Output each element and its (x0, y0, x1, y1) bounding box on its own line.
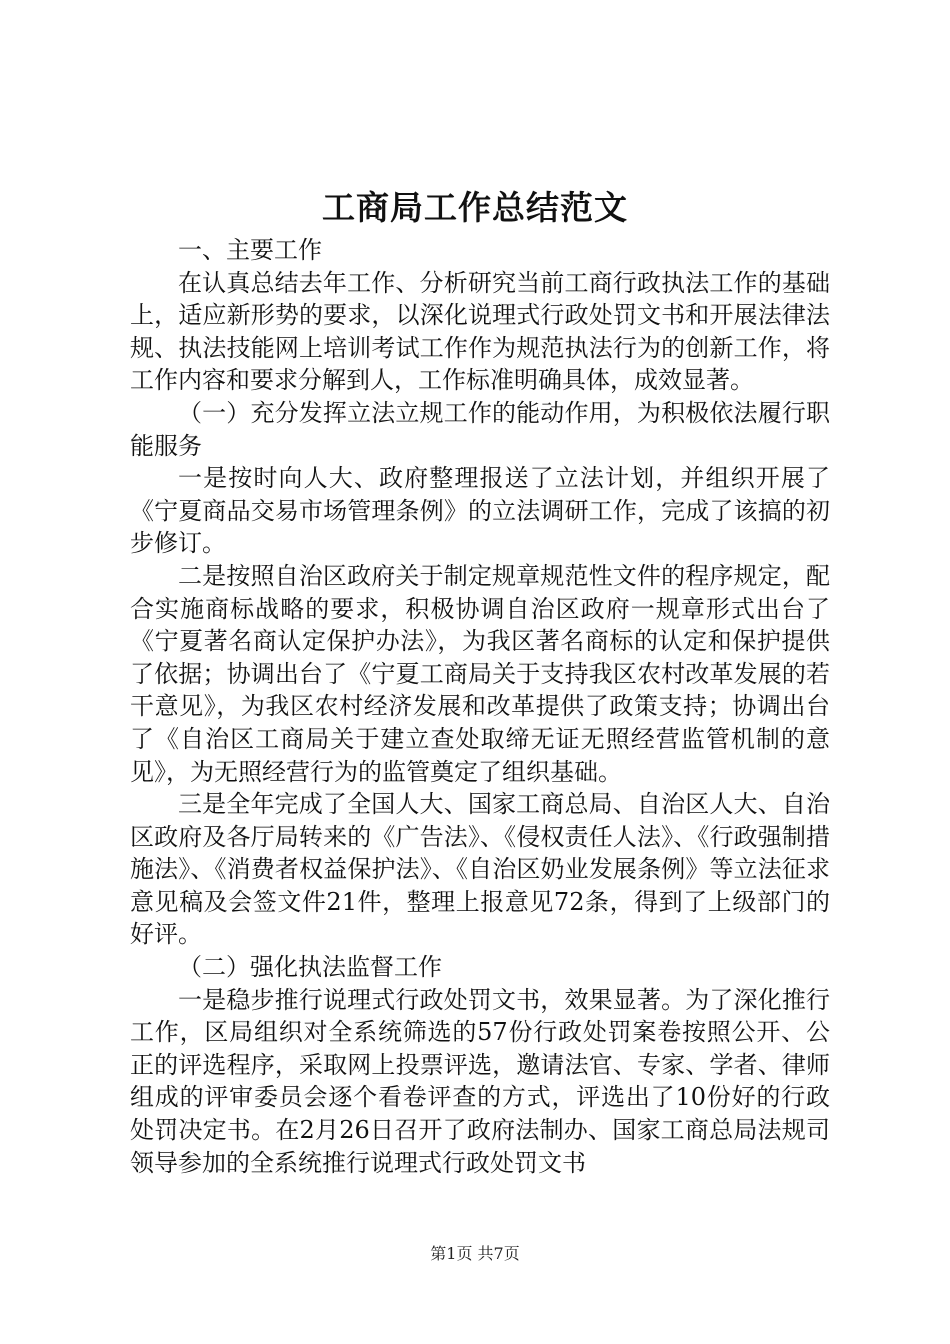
section-heading-main-work: 一、主要工作 (178, 236, 322, 264)
subsection-heading-supervision: （二）强化执法监督工作 (178, 953, 442, 982)
paragraph-item-two: 二是按照自治区政府关于制定规章规范性文件的程序规定，配合实施商标战略的要求，积极协调自治区政府一规章形式出台了《宁夏著名商认定保护办法》，为我区著名商标的认定和保护提供了依据；协调出台了《宁夏工商局关于支持我区农村改革发展的若干意见》，为我区农村经济发展和改革提供了政策支持；协调出台了《自治区工商局关于建立查处取缔无证无照经营监管机制的意见》，为无照经营行为的监管奠定了组织基础。 (130, 561, 830, 786)
page-footer: 第1页 共7页 (430, 1244, 520, 1263)
subsection-heading-legislation: （一）充分发挥立法立规工作的能动作用，为积极依法履行职能服务 (130, 398, 830, 460)
paragraph-item-one: 一是按时向人大、政府整理报送了立法计划，并组织开展了《宁夏商品交易市场管理条例》的立法调研工作，完成了该搞的初步修订。 (130, 464, 830, 558)
document-title: 工商局工作总结范文 (322, 188, 628, 227)
paragraph-supervision-one: 一是稳步推行说理式行政处罚文书，效果显著。为了深化推行工作，区局组织对全系统筛选的57份行政处罚案卷按照公开、公正的评选程序，采取网上投票评选，邀请法官、专家、学者、律师组成的评审委员会逐个看卷评查的方式，评选出了10份好的行政处罚决定书。在2月26日召开了政府法制办、国家工商总局法规司领导参加的全系统推行说理式行政处罚文书 (130, 985, 830, 1177)
document-body (130, 234, 830, 1179)
paragraph-item-three: 三是全年完成了全国人大、国家工商总局、自治区人大、自治区政府及各厅局转来的《广告法》、《侵权责任人法》、《行政强制措施法》、《消费者权益保护法》、《自治区奶业发展条例》等立法征求意见稿及会签文件21件，整理上报意见72条，得到了上级部门的好评。 (130, 790, 830, 949)
paragraph-intro: 在认真总结去年工作、分析研究当前工商行政执法工作的基础上，适应新形势的要求，以深化说理式行政处罚文书和开展法律法规、执法技能网上培训考试工作作为规范执法行为的创新工作，将工作内容和要求分解到人，工作标准明确具体，成效显著。 (130, 268, 830, 395)
